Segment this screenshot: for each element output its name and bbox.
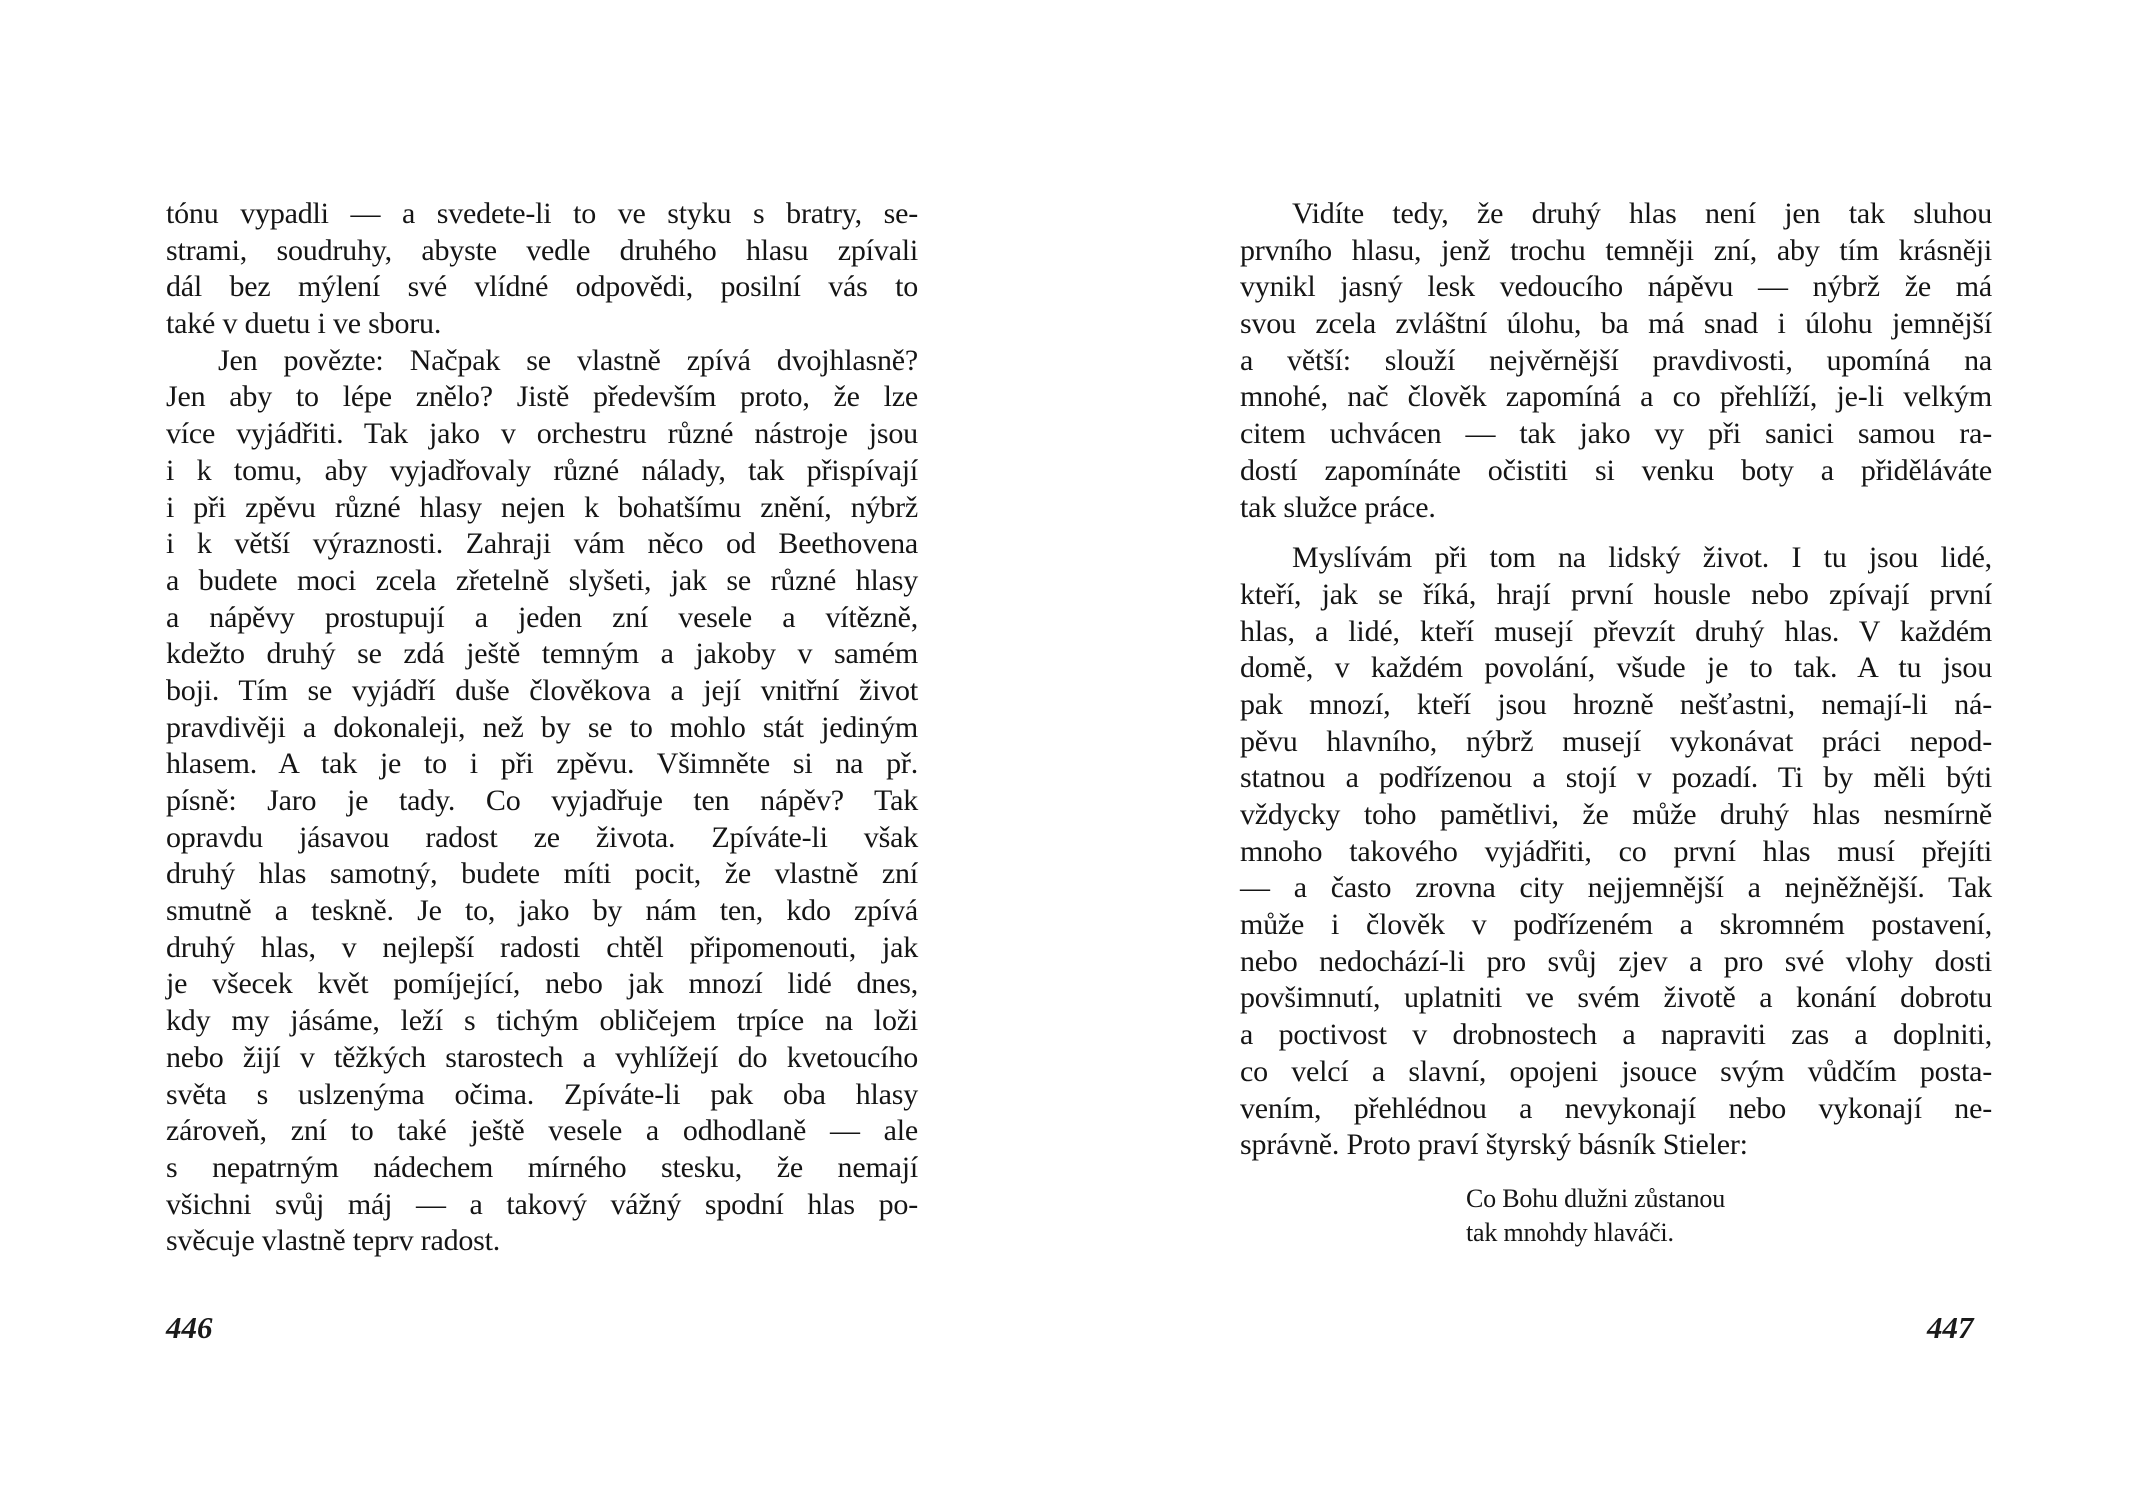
paragraph: [1240, 540, 1992, 1164]
text-line: smutně a teskně. Je to, jako by nám ten, kdo zpívá: [166, 894, 918, 928]
text-line: a poctivost v drobnostech a napraviti zas a doplniti,: [1240, 1018, 1992, 1052]
right-page-paragraphs: [1240, 196, 1992, 1164]
text-line: a nápěvy prostupují a jeden zní vesele a vítězně,: [166, 600, 918, 634]
text-line: svěcuje vlastně teprv radost.: [166, 1224, 501, 1258]
text-line: Vidíte tedy, že druhý hlas není jen tak sluhou: [1292, 197, 1992, 230]
text-line: hlasem. A tak je to i při zpěvu. Všimněte si na př.: [166, 747, 918, 781]
text-line: kdežto druhý se zdá ještě temným a jakoby v samém: [166, 637, 918, 671]
text-line: pěvu hlavního, nýbrž musejí vykonávat práci nepod-: [1240, 724, 1992, 758]
text-line: více vyjádřiti. Tak jako v orchestru různé nástroje jsou: [166, 417, 918, 451]
text-line: zároveň, zní to také ještě vesele a odhodlaně — ale: [166, 1114, 918, 1148]
text-line: statnou a podřízenou a stojí v pozadí. Ti by měli býti: [1240, 761, 1992, 795]
text-line: nebo žijí v těžkých starostech a vyhlížejí do kvetoucího: [166, 1040, 918, 1074]
text-line: druhý hlas, v nejlepší radosti chtěl připomenouti, jak: [166, 930, 918, 964]
text-line: mnoho takového vyjádřiti, co první hlas musí přejíti: [1240, 834, 1992, 868]
text-line: opravdu jásavou radost ze života. Zpíváte-li však: [166, 820, 918, 854]
text-line: domě, v každém povolání, všude je to tak. A tu jsou: [1240, 651, 1992, 685]
paragraph: [1240, 196, 1992, 526]
text-line: také v duetu i ve sboru.: [166, 307, 442, 341]
text-line: mnohé, nač člověk zapomíná a co přehlíží, je-li velkým: [1240, 380, 1992, 414]
text-line: kdy my jásáme, leží s tichým obličejem trpíce na loži: [166, 1004, 918, 1038]
text-line: správně. Proto praví štyrský básník Stieler:: [1240, 1128, 1748, 1162]
text-line: druhý hlas samotný, budete míti pocit, že vlastně zní: [166, 857, 918, 891]
text-line: co velcí a slavní, opojeni jsouce svým vůdčím posta-: [1240, 1054, 1992, 1088]
left-page-text: [166, 196, 918, 1260]
text-line: dostí zapomínáte očistiti si venku boty a přiděláváte: [1240, 453, 1992, 487]
text-line: Myslívám při tom na lidský život. I tu jsou lidé,: [1292, 541, 1992, 575]
text-line: vynikl jasný lesk vedoucího nápěvu — nýbrž že má: [1240, 270, 1992, 304]
text-line: pak mnozí, kteří jsou hrozně nešťastni, nemají-li ná-: [1240, 687, 1992, 721]
text-line: hlas, a lidé, kteří musejí převzít druhý hlas. V každém: [1240, 614, 1992, 648]
text-line: nebo nedochází-li pro svůj zjev a pro své vlohy dosti: [1240, 944, 1992, 978]
verse-line: tak mnohdy hlaváči.: [1466, 1217, 1674, 1247]
text-line: a budete moci zcela zřetelně slyšeti, jak se různé hlasy: [166, 563, 918, 597]
text-line: i k větší výraznosti. Zahraji vám něco od Beethovena: [166, 527, 918, 561]
verse-quote: [1240, 1182, 1992, 1250]
text-line: kteří, jak se říká, hrají první housle nebo zpívají první: [1240, 577, 1992, 611]
text-line: citem uchvácen — tak jako vy při sanici samou ra-: [1240, 417, 1992, 451]
text-line: světa s uslzenýma očima. Zpíváte-li pak oba hlasy: [166, 1077, 918, 1111]
paragraph: [166, 343, 918, 1260]
text-line: — a často zrovna city nejjemnější a nejněžnější. Tak: [1240, 871, 1992, 905]
right-page-text: [1240, 196, 1992, 1250]
text-line: a větší: slouží nejvěrnější pravdivosti, upomíná na: [1240, 343, 1992, 377]
text-line: i při zpěvu různé hlasy nejen k bohatšímu znění, nýbrž: [166, 490, 918, 524]
text-line: strami, soudruhy, abyste vedle druhého hlasu zpívali: [166, 233, 918, 267]
text-line: svou zcela zvláštní úlohu, ba má snad i úlohu jemnější: [1240, 307, 1992, 341]
text-line: pravdivěji a dokonaleji, než by se to mohlo stát jediným: [166, 710, 918, 744]
text-line: vením, přehlédnou a nevykonají nebo vykonají ne-: [1240, 1091, 1992, 1125]
text-line: tak služce práce.: [1240, 490, 1436, 524]
paragraph: [166, 196, 918, 343]
text-line: všichni svůj máj — a takový vážný spodní hlas po-: [166, 1187, 918, 1221]
text-line: písně: Jaro je tady. Co vyjadřuje ten nápěv? Tak: [166, 784, 918, 817]
right-page: [1069, 0, 2138, 1500]
verse-line: Co Bohu dlužni zůstanou: [1466, 1183, 1725, 1213]
text-line: Jen aby to lépe znělo? Jistě především proto, že lze: [166, 380, 918, 414]
text-line: prvního hlasu, jenž trochu temněji zní, aby tím krásněji: [1240, 233, 1992, 267]
text-line: dál bez mýlení své vlídné odpovědi, posilní vás to: [166, 270, 918, 304]
text-line: i k tomu, aby vyjadřovaly různé nálady, tak přispívají: [166, 453, 918, 487]
text-line: může i člověk v podřízeném a skromném postavení,: [1240, 908, 1992, 942]
text-line: boji. Tím se vyjádří duše člověkova a její vnitřní život: [166, 673, 918, 707]
page-number-left: 446: [166, 1310, 213, 1345]
text-line: je všecek květ pomíjející, nebo jak mnozí lidé dnes,: [166, 967, 918, 1001]
text-line: Jen povězte: Načpak se vlastně zpívá dvojhlasně?: [218, 343, 918, 377]
text-line: vždycky toho pamětlivi, že může druhý hlas nesmírně: [1240, 798, 1992, 831]
text-line: povšimnutí, uplatniti ve svém životě a konání dobrotu: [1240, 981, 1992, 1015]
text-line: tónu vypadli — a svedete-li to ve styku s bratry, se-: [166, 197, 918, 230]
text-line: s nepatrným nádechem mírného stesku, že nemají: [166, 1150, 918, 1184]
page-number-right: 447: [1927, 1310, 1974, 1345]
